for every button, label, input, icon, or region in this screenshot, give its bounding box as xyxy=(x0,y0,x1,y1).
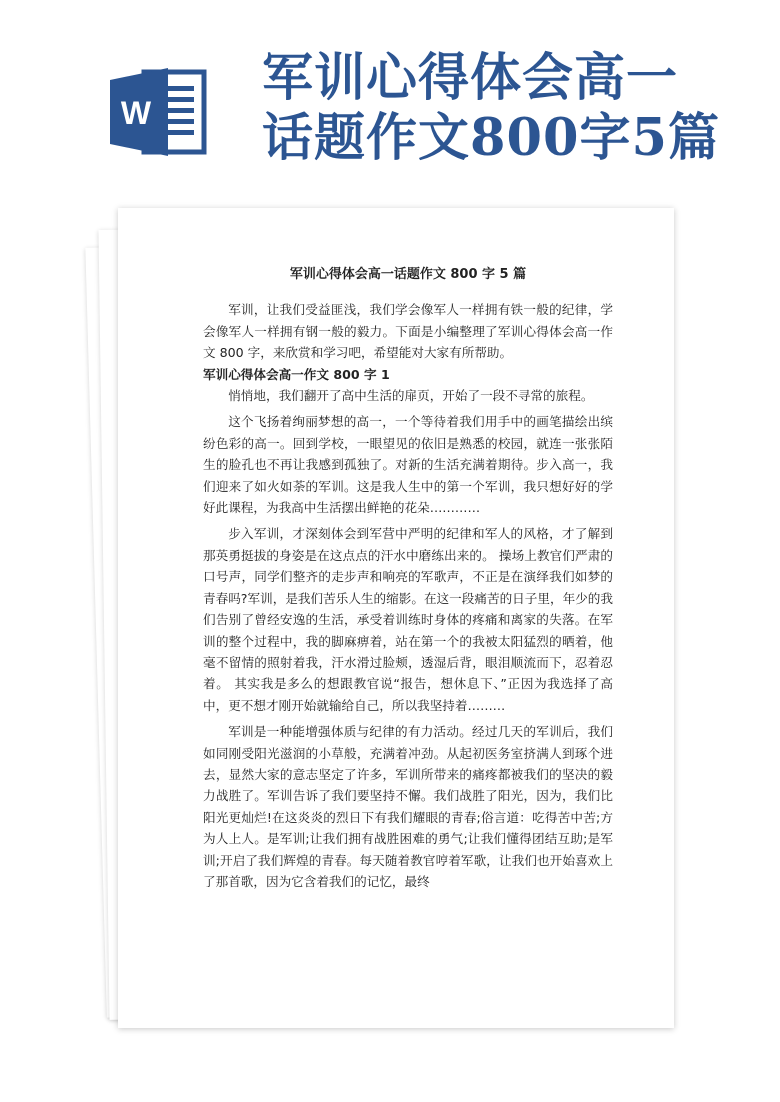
body-paragraph: 军训是一种能增强体质与纪律的有力活动。经过几天的军训后，我们如同刚受阳光滋润的小草般，充满着冲劲。从起初医务室挤满人到琢个进去，显然大家的意志坚定了许多，军训所带来的痛疼都被我们的坚决的毅力战胜了。军训告诉了我们要坚持不懈。我们战胜了阳光，因为，我们比阳光更灿烂!在这炎炎的烈日下有我们耀眼的青春;俗言道：吃得苦中苦;方为人上人。是军训;让我们拥有战胜困难的勇气;让我们懂得团结互助;是军训;开启了我们辉煌的青春。每天随着教官哼着军歌，让我们也开始喜欢上了那首歌，因为它含着我们的记忆，最终 xyxy=(203,724,613,889)
banner-title-line1: 军训心得体会高一 xyxy=(262,48,679,108)
document-page xyxy=(118,208,674,1028)
body-paragraph: 步入军训，才深刻体会到军营中严明的纪律和军人的风格，才了解到那英勇挺拔的身姿是在这点点的汗水中磨练出来的。 操场上教官们严肃的口号声，同学们整齐的走步声和响亮的军歌声，不正是在演绎我们如梦的青春吗?军训，是我们苦乐人生的缩影。在这一段痛苦的日子里，年少的我们告别了曾经安逸的生活，承受着训练时身体的疼痛和离家的失落。在军训的整个过程中，我的脚麻痹着，站在第一个的我被太阳猛烈的晒着，他毫不留情的照射着我，汗水滑过脸颊，透湿后背，眼泪顺流而下，忍着忍着。 其实我是多么的想跟教官说“报告，想休息下、”正因为我选择了高中，更不想才刚开始就输给自己，所以我坚持着……… xyxy=(203,526,613,713)
body-paragraph: 悄悄地，我们翻开了高中生活的扉页，开始了一段不寻常的旅程。 xyxy=(228,388,594,404)
svg-text:W: W xyxy=(120,95,152,131)
document-body xyxy=(203,264,613,892)
word-document-icon xyxy=(110,66,210,158)
header-banner xyxy=(0,0,780,200)
banner-title-line2: 话题作文800字5篇 xyxy=(262,108,720,168)
intro-paragraph: 军训，让我们受益匪浅，我们学会像军人一样拥有铁一般的纪律，学会像军人一样拥有钢一般的毅力。下面是小编整理了军训心得体会高一作文 800 字，来欣赏和学习吧，希望能对大家有所帮助。 xyxy=(203,302,613,361)
section-heading: 军训心得体会高一作文 800 字 1 xyxy=(203,366,390,382)
banner-title xyxy=(262,48,762,168)
body-paragraph: 这个飞扬着绚丽梦想的高一，一个等待着我们用手中的画笔描绘出缤纷色彩的高一。回到学校，一眼望见的依旧是熟悉的校园，就连一张张陌生的脸孔也不再让我感到孤独了。对新的生活充满着期待。步入高一，我们迎来了如火如荼的军训。这是我人生中的第一个军训，我只想好好的学好此课程，为我高中生活摆出鲜艳的花朵………… xyxy=(203,414,613,516)
document-title: 军训心得体会高一话题作文 800 字 5 篇 xyxy=(289,267,527,282)
